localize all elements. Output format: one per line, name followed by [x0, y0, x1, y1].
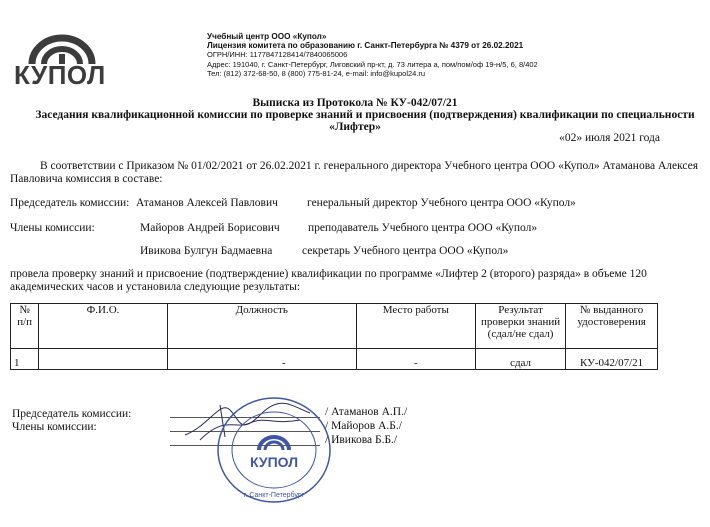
- cell-cert: КУ-042/07/21: [566, 349, 658, 370]
- cell-result: сдал: [475, 349, 565, 370]
- member-1-position: преподаватель Учебного центра ООО «Купол»: [308, 222, 538, 234]
- results-table: [10, 303, 658, 370]
- document-specialty: «Лифтер»: [329, 121, 381, 133]
- header-fio: Ф.И.О.: [39, 304, 168, 349]
- sig-members-label: Члены комиссии:: [12, 421, 97, 433]
- cell-position: -: [167, 349, 356, 370]
- stamp-logo-text: КУПОЛ: [249, 454, 299, 470]
- member-1-name: Майоров Андрей Борисович: [140, 222, 280, 234]
- org-address: Адрес: 191040, г. Санкт-Петербург, Лиговский пр-кт, д. 73 литера а, пом/пом/оф 19-н/5, 6, 8/402: [207, 59, 538, 69]
- org-contacts: Тел: (812) 372-68-50, 8 (800) 775-81-24, e-mail: info@kupol24.ru: [207, 68, 426, 78]
- organization-info: [207, 32, 538, 78]
- document-title: Выписка из Протокола № КУ-042/07/21: [252, 97, 458, 109]
- org-ids: ОГРН/ИНН: 1177847128414/7840065006: [207, 50, 348, 60]
- member-2-name: Ивикова Булгун Бадмаевна: [140, 245, 273, 257]
- chair-name: Атаманов Алексей Павлович: [136, 197, 278, 209]
- document-subtitle: Заседания квалификационной комиссии по проверке знаний и присвоения (подтверждения) квалификации по специальности: [35, 109, 695, 121]
- stamp-city: г. Санкт-Петербург: [243, 492, 305, 499]
- table-header-row: [11, 304, 658, 349]
- header-num: № п/п: [11, 304, 39, 349]
- check-line-1: провела проверку знаний и присвоение (подтверждение) квалификации по программе «Лифтер 2 (второго) разряда» в объеме 120: [10, 268, 647, 280]
- table-row: [11, 349, 658, 370]
- chair-position: генеральный директор Учебного центра ООО «Купол»: [307, 197, 576, 209]
- header-cert: № выданного удостоверения: [566, 304, 658, 349]
- cell-num: 1: [11, 349, 39, 370]
- org-license: Лицензия комитета по образованию г. Санкт-Петербурга № 4379 от 26.02.2021: [207, 41, 524, 51]
- logo-text: КУПОЛ: [14, 60, 106, 90]
- sig-name-1: / Атаманов А.П./: [325, 406, 408, 418]
- header-result: Результат проверки знаний (сдал/не сдал): [475, 304, 565, 349]
- header-position: Должность: [167, 304, 356, 349]
- document-date: «02» июля 2021 года: [559, 132, 660, 144]
- sig-name-3: / Ивикова Б.Б./: [325, 434, 398, 446]
- cell-workplace: -: [356, 349, 475, 370]
- intro-line-1: В соответствии с Приказом № 01/02/2021 от 26.02.2021 г. генерального директора Учебного центра ООО «Купол» Атаманова Алексея: [40, 160, 699, 172]
- stamp-seal-icon: [215, 395, 333, 505]
- member-2-position: секретарь Учебного центра ООО «Купол»: [302, 245, 509, 257]
- sig-chair-label: Председатель комиссии:: [12, 408, 132, 420]
- cell-fio: [39, 349, 168, 370]
- intro-line-2: Павловича комиссия в составе:: [10, 173, 163, 185]
- header-workplace: Место работы: [356, 304, 475, 349]
- check-line-2: академических часов и установила следующие результаты:: [10, 281, 301, 293]
- chair-label: Председатель комиссии:: [10, 197, 130, 209]
- sig-name-2: / Майоров А.Б./: [325, 420, 402, 432]
- org-name: Учебный центр ООО «Купол»: [207, 32, 327, 41]
- members-label: Члены комиссии:: [10, 222, 95, 234]
